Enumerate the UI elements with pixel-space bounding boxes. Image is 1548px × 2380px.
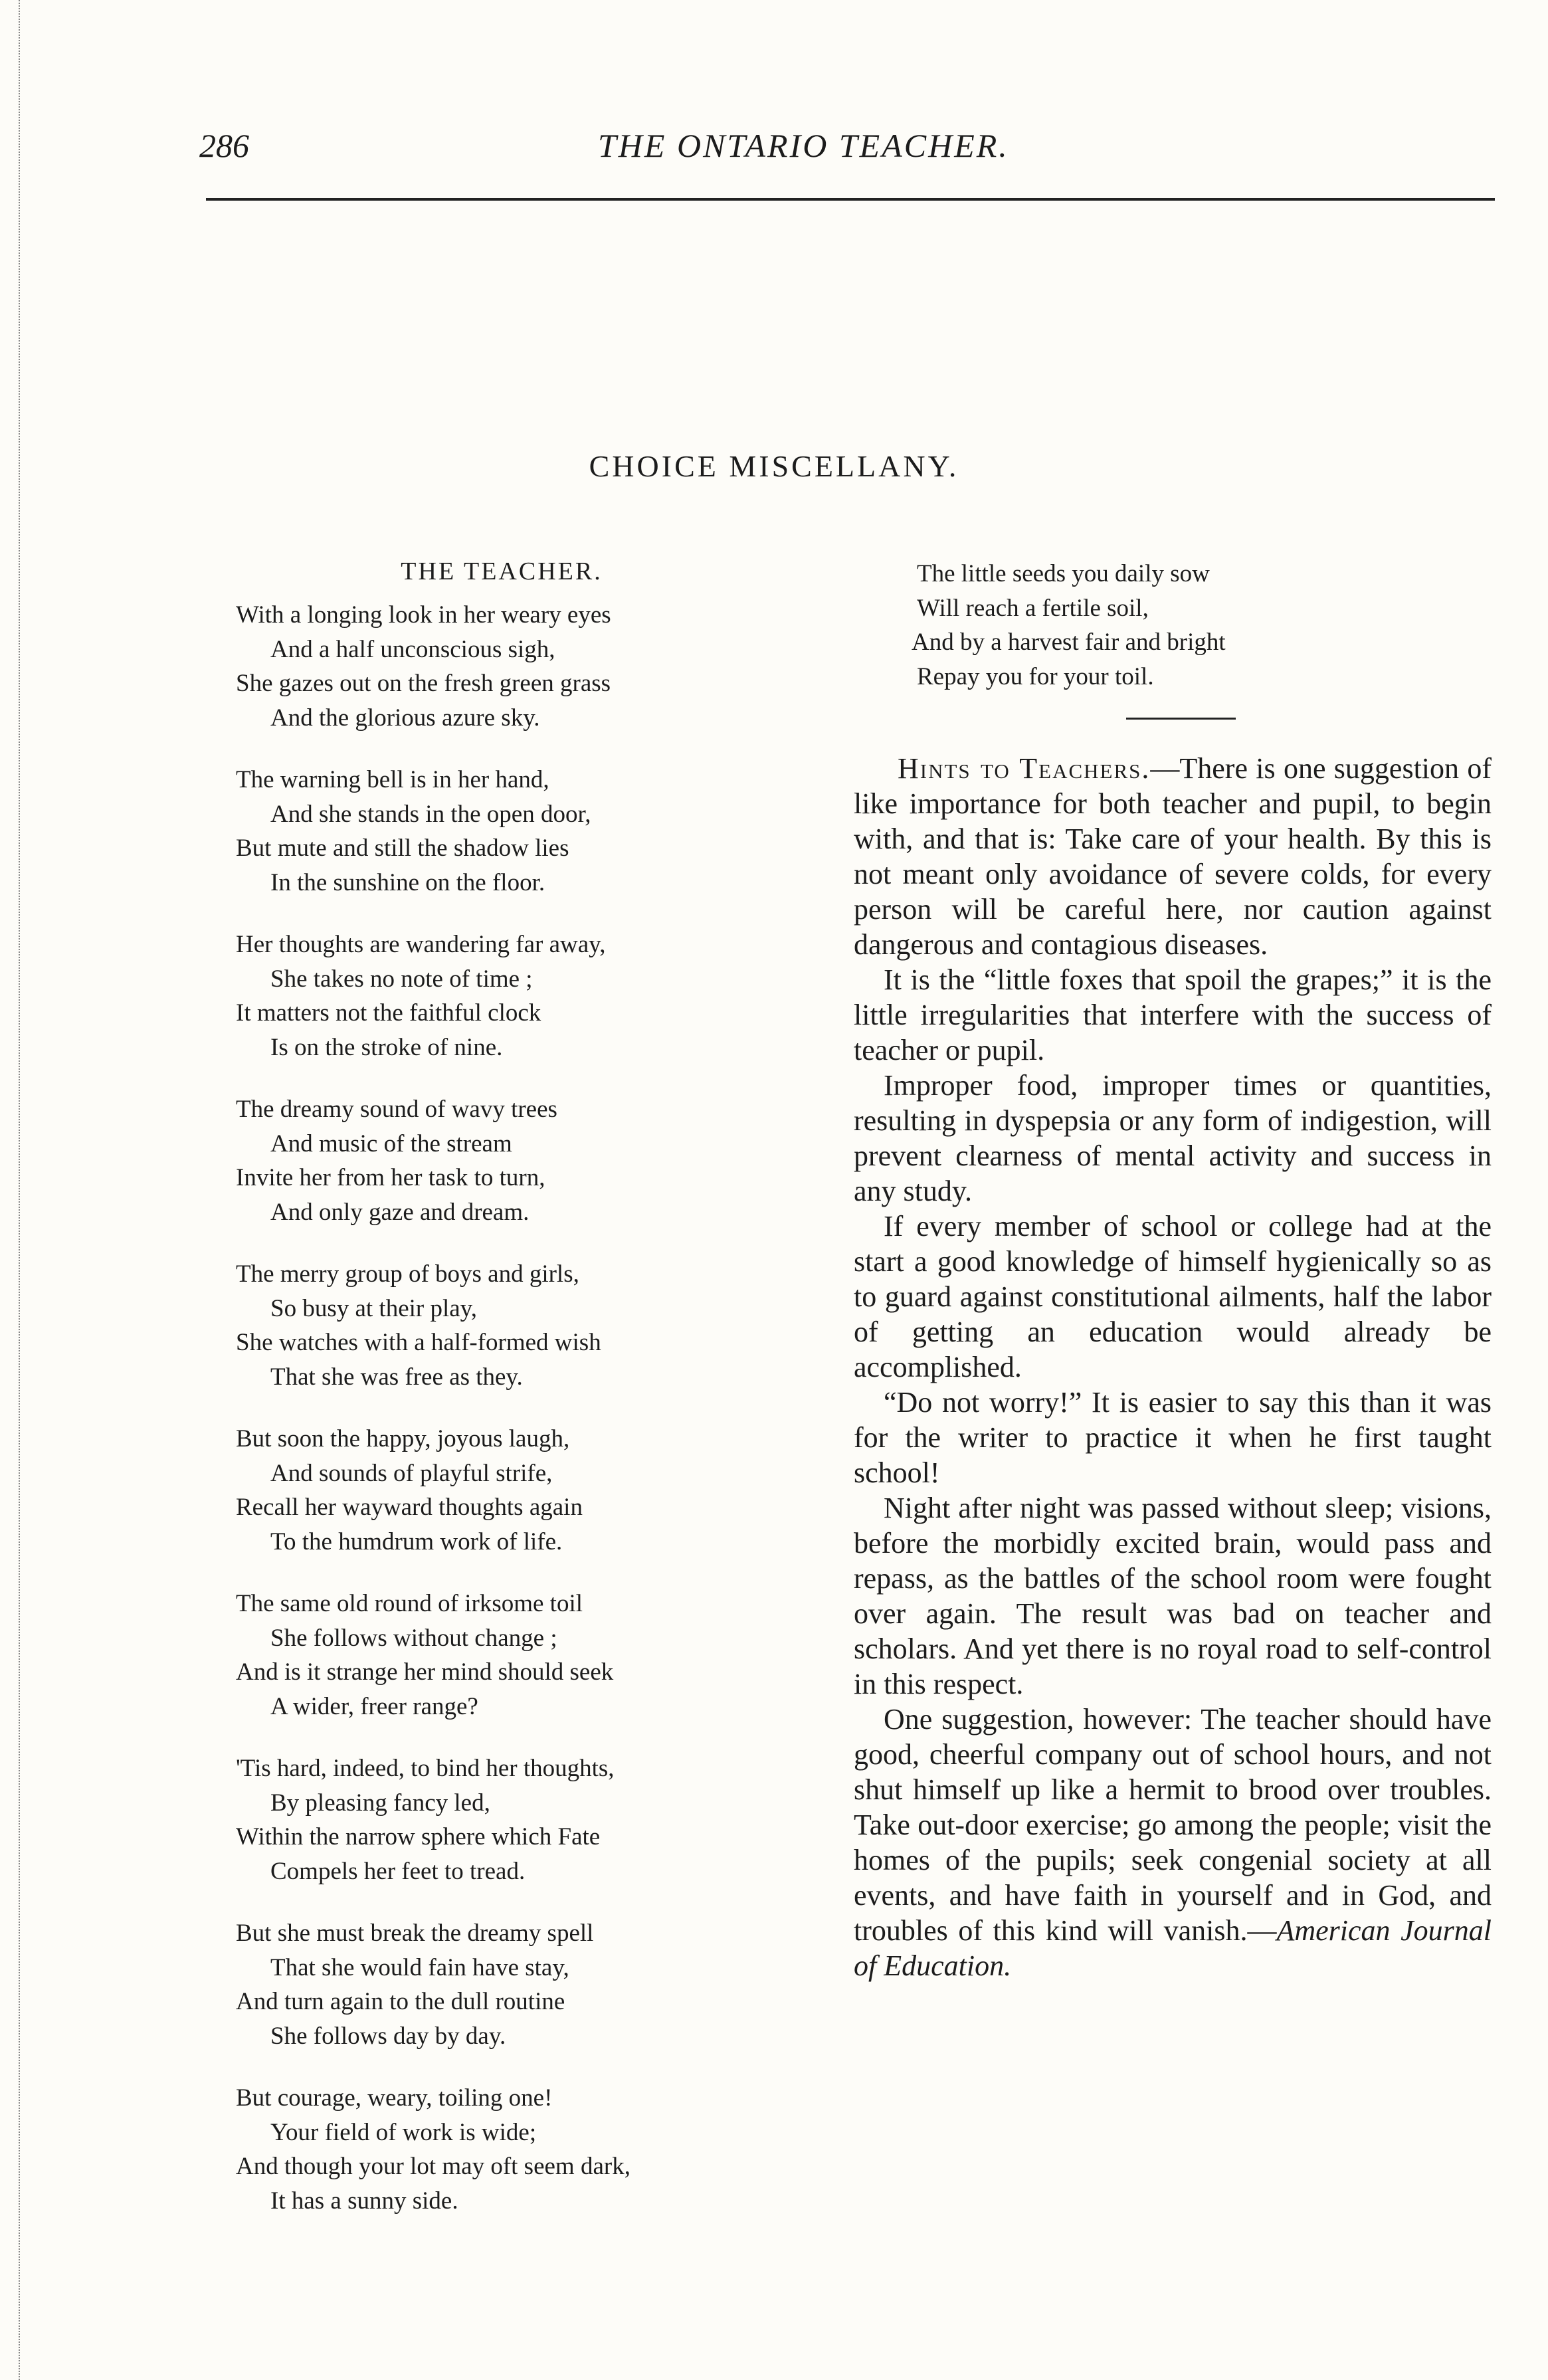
article-paragraph xyxy=(854,1209,1492,1385)
poem-line: The same old round of irksome toil xyxy=(236,1590,583,1617)
poem-line: She follows without change ; xyxy=(270,1624,557,1652)
page-number: 286 xyxy=(199,127,249,164)
poem-line: And music of the stream xyxy=(270,1130,512,1157)
poem-line: The warning bell is in her hand, xyxy=(236,766,549,793)
poem-line: The little seeds you daily sow xyxy=(917,560,1210,587)
article-paragraph xyxy=(854,962,1492,1068)
poem-line: The merry group of boys and girls, xyxy=(236,1260,579,1288)
poem-line: Her thoughts are wandering far away, xyxy=(236,931,606,958)
header-rule xyxy=(206,198,1495,201)
poem-line: And she stands in the open door, xyxy=(270,800,591,828)
poem-stanza xyxy=(236,928,767,1064)
poem-line: But soon the happy, joyous laugh, xyxy=(236,1425,570,1452)
poem-line: In the sunshine on the floor. xyxy=(270,868,545,896)
article-text: —There is one suggestion of like importance for both teacher and pupil, to begin with, and that is: Take care of your health. By this is not meant only avoidance of severe colds, for every person will be careful here, nor caution against dangerous and contagious diseases. xyxy=(854,752,1492,961)
poem xyxy=(236,557,767,2246)
poem-line: With a longing look in her weary eyes xyxy=(236,601,611,629)
poem-line: Invite her from her task to turn, xyxy=(236,1164,545,1191)
section-title: CHOICE MISCELLANY. xyxy=(589,449,959,483)
poem-line: She takes no note of time ; xyxy=(270,965,533,993)
poem-stanzas xyxy=(236,598,767,2218)
poem-stanza xyxy=(236,1587,767,1724)
poem-line: That she would fain have stay, xyxy=(270,1953,569,1981)
poem-stanza xyxy=(236,598,767,735)
poem-line: It matters not the faithful clock xyxy=(236,999,541,1027)
article-heading: Hints to Teachers. xyxy=(898,752,1151,785)
article-text: One suggestion, however: The teacher should have good, cheerful company out of school hours, and not shut himself up like a hermit to brood over troubles. Take out-door exercise; go among the people; visit the homes of the pupils; seek congenial society at all events, and have faith in yourself and in God, and troubles of this kind will vanish.— xyxy=(854,1703,1492,1947)
article-text: Night after night was passed without sleep; visions, before the morbidly excited brain, would pass and repass, as the battles of the school room were fought over again. The result was bad on teacher and scholars. And yet there is no royal road to self-control in this respect. xyxy=(854,1492,1492,1700)
poem-line: So busy at their play, xyxy=(270,1294,478,1322)
poem-line: 'Tis hard, indeed, to bind her thoughts, xyxy=(236,1755,615,1782)
running-head: THE ONTARIO TEACHER. xyxy=(598,127,1009,164)
poem-line: That she was free as they. xyxy=(270,1363,523,1391)
poem-title: THE TEACHER. xyxy=(401,557,603,585)
poem-line: Will reach a fertile soil, xyxy=(917,594,1149,622)
poem-line: And though your lot may oft seem dark, xyxy=(236,2153,630,2180)
poem-line: Your field of work is wide; xyxy=(270,2118,537,2146)
poem-line: Within the narrow sphere which Fate xyxy=(236,1823,601,1850)
poem-line: Is on the stroke of nine. xyxy=(270,1033,503,1061)
poem-line: And only gaze and dream. xyxy=(270,1198,530,1226)
poem-line: And by a harvest fair and bright xyxy=(912,629,1226,656)
poem-stanza xyxy=(236,763,767,900)
article-paragraph xyxy=(854,1385,1492,1490)
article-text: If every member of school or college had at the start a good knowledge of himself hygienically so as to guard against constitutional ailments, half the labor of getting an education would already be accomplished. xyxy=(854,1210,1492,1383)
poem-line: And turn again to the dull routine xyxy=(236,1988,565,2015)
article-text: It is the “little foxes that spoil the grapes;” it is the little irregularities that interfere with the success of teacher or pupil. xyxy=(854,963,1492,1066)
poem-line: Compels her feet to tread. xyxy=(270,1857,526,1885)
poem-line: Repay you for your toil. xyxy=(917,662,1154,690)
article-text: Improper food, improper times or quantities, resulting in dyspepsia or any form of indigestion, will prevent clearness of mental activity and success in any study. xyxy=(854,1069,1492,1207)
article-paragraph xyxy=(854,751,1492,962)
poem-line: And sounds of playful strife, xyxy=(270,1459,553,1487)
article-paragraph xyxy=(854,1702,1492,1983)
poem-line: But courage, weary, toiling one! xyxy=(236,2084,553,2112)
article-text: “Do not worry!” It is easier to say this than it was for the writer to practice it when he first taught school! xyxy=(854,1386,1492,1489)
poem-line: To the humdrum work of life. xyxy=(270,1528,563,1555)
page-edge-dots xyxy=(19,0,20,2380)
poem-line: By pleasing fancy led, xyxy=(270,1789,490,1817)
article-hints-to-teachers xyxy=(854,751,1492,1983)
poem-line: And the glorious azure sky. xyxy=(270,704,540,732)
separator-rule xyxy=(1126,718,1236,720)
poem-stanza xyxy=(236,1916,767,2053)
poem-stanza xyxy=(236,1257,767,1394)
poem-stanza xyxy=(236,1751,767,1888)
poem-line: She watches with a half-formed wish xyxy=(236,1329,601,1356)
poem-line: It has a sunny side. xyxy=(270,2187,458,2215)
poem-line: The dreamy sound of wavy trees xyxy=(236,1096,557,1123)
poem-line: She follows day by day. xyxy=(270,2022,506,2050)
poem-line: Recall her wayward thoughts again xyxy=(236,1494,583,1521)
poem-stanza xyxy=(236,2081,767,2218)
poem-stanza xyxy=(236,1092,767,1229)
poem-line: But she must break the dreamy spell xyxy=(236,1920,594,1947)
poem-stanza xyxy=(236,1422,767,1559)
article-source: American Journal of Education. xyxy=(854,1914,1492,1982)
poem-line: A wider, freer range? xyxy=(270,1692,478,1720)
article-paragraph xyxy=(854,1068,1492,1209)
poem-line: But mute and still the shadow lies xyxy=(236,835,569,862)
poem-line: And a half unconscious sigh, xyxy=(270,635,555,663)
article-paragraph xyxy=(854,1490,1492,1702)
poem-line: And is it strange her mind should seek xyxy=(236,1658,614,1686)
poem-line: She gazes out on the fresh green grass xyxy=(236,670,611,697)
poem-closing-stanza xyxy=(912,557,1448,694)
